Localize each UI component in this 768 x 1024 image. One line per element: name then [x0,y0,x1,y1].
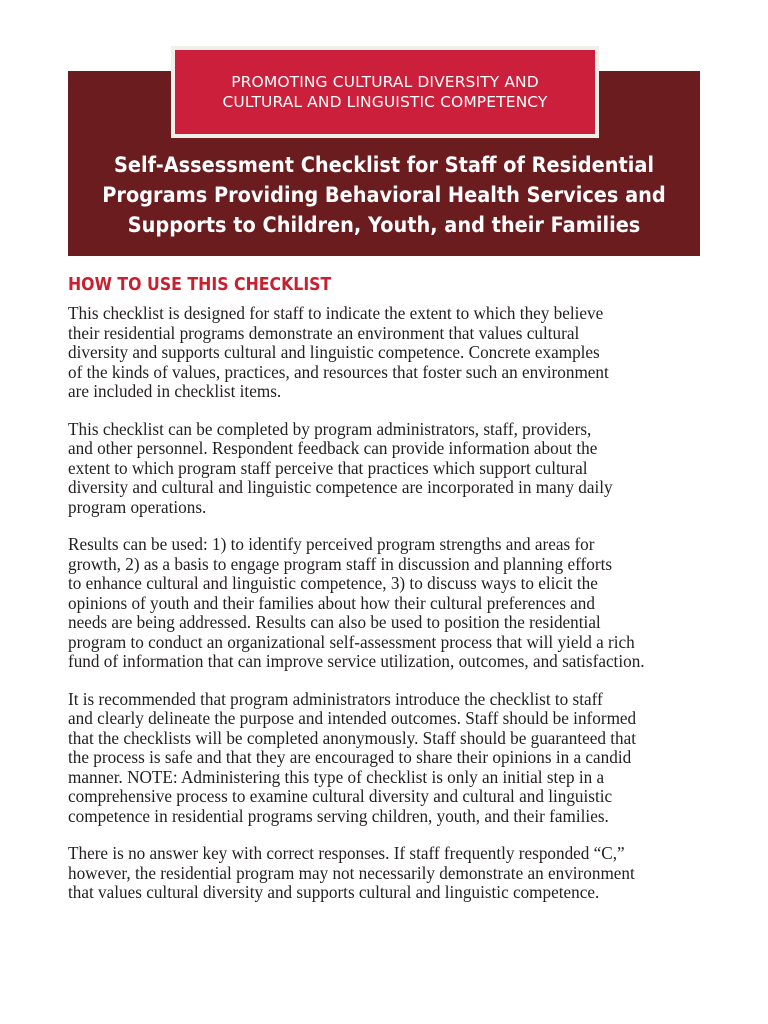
text-line: and other personnel. Respondent feedback can provide information about the [68,438,598,458]
text-line: of the kinds of values, practices, and resources that foster such an environment [68,361,609,382]
kicker-box-inner [175,50,595,134]
text-line: program to conduct an organizational self-assessment process that will yield a rich [68,631,635,652]
text-line: however, the residential program may not necessarily demonstrate an environment [68,862,635,883]
text-line: extent to which program staff perceive that practices which support cultural [68,457,588,478]
kicker-box [171,46,599,138]
text-line: to enhance cultural and linguistic competence, 3) to discuss ways to elicit the [68,573,598,593]
text-line: comprehensive process to examine cultural diversity and cultural and linguistic [68,786,613,806]
text-line: competence in residential programs serving children, youth, and their families. [68,805,609,826]
text-line: diversity and cultural and linguistic competence are incorporated in many daily [68,477,613,497]
paragraph-3 [68,535,708,672]
text-line: manner. NOTE: Administering this type of checklist is only an initial step in a [68,766,605,787]
text-line: It is recommended that program administrators introduce the checklist to staff [68,688,603,709]
text-line: growth, 2) as a basis to engage program staff in discussion and planning efforts [68,553,613,574]
paragraph-2 [68,420,708,518]
text-line: opinions of youth and their families about how their cultural preferences and [68,592,595,613]
text-line: their residential programs demonstrate an environment that values cultural [68,322,580,343]
text-line: There is no answer key with correct responses. If staff frequently responded “C,” [68,843,625,863]
paragraph-1 [68,304,708,402]
paragraph-4 [68,690,708,827]
text-line: the process is safe and that they are encouraged to share their opinions in a candid [68,747,632,767]
text-line: and clearly delineate the purpose and intended outcomes. Staff should be informed [68,708,637,728]
text-line: that values cultural diversity and supports cultural and linguistic competence. [68,882,600,902]
document-title [68,150,700,240]
section-heading: HOW TO USE THIS CHECKLIST [68,275,332,295]
text-line: program operations. [68,496,207,517]
kicker-line: CULTURAL AND LINGUISTIC COMPETENCY [222,93,548,111]
text-line: needs are being addressed. Results can also be used to position the residential [68,612,601,632]
text-line: This checklist can be completed by program administrators, staff, providers, [68,418,592,439]
text-line: diversity and supports cultural and linguistic competence. Concrete examples [68,342,600,362]
title-line: Supports to Children, Youth, and their Families [127,213,641,237]
kicker-line: PROMOTING CULTURAL DIVERSITY AND [231,73,539,91]
text-line: that the checklists will be completed anonymously. Staff should be guaranteed that [68,727,637,748]
body-text [68,304,708,921]
text-line: This checklist is designed for staff to indicate the extent to which they believe [68,303,604,323]
text-line: are included in checklist items. [68,381,282,401]
paragraph-5 [68,844,708,903]
title-line: Self-Assessment Checklist for Staff of Residential [114,153,654,177]
text-line: fund of information that can improve service utilization, outcomes, and satisfaction. [68,651,645,671]
text-line: Results can be used: 1) to identify perceived program strengths and areas for [68,534,595,554]
title-line: Programs Providing Behavioral Health Services and [102,183,666,207]
